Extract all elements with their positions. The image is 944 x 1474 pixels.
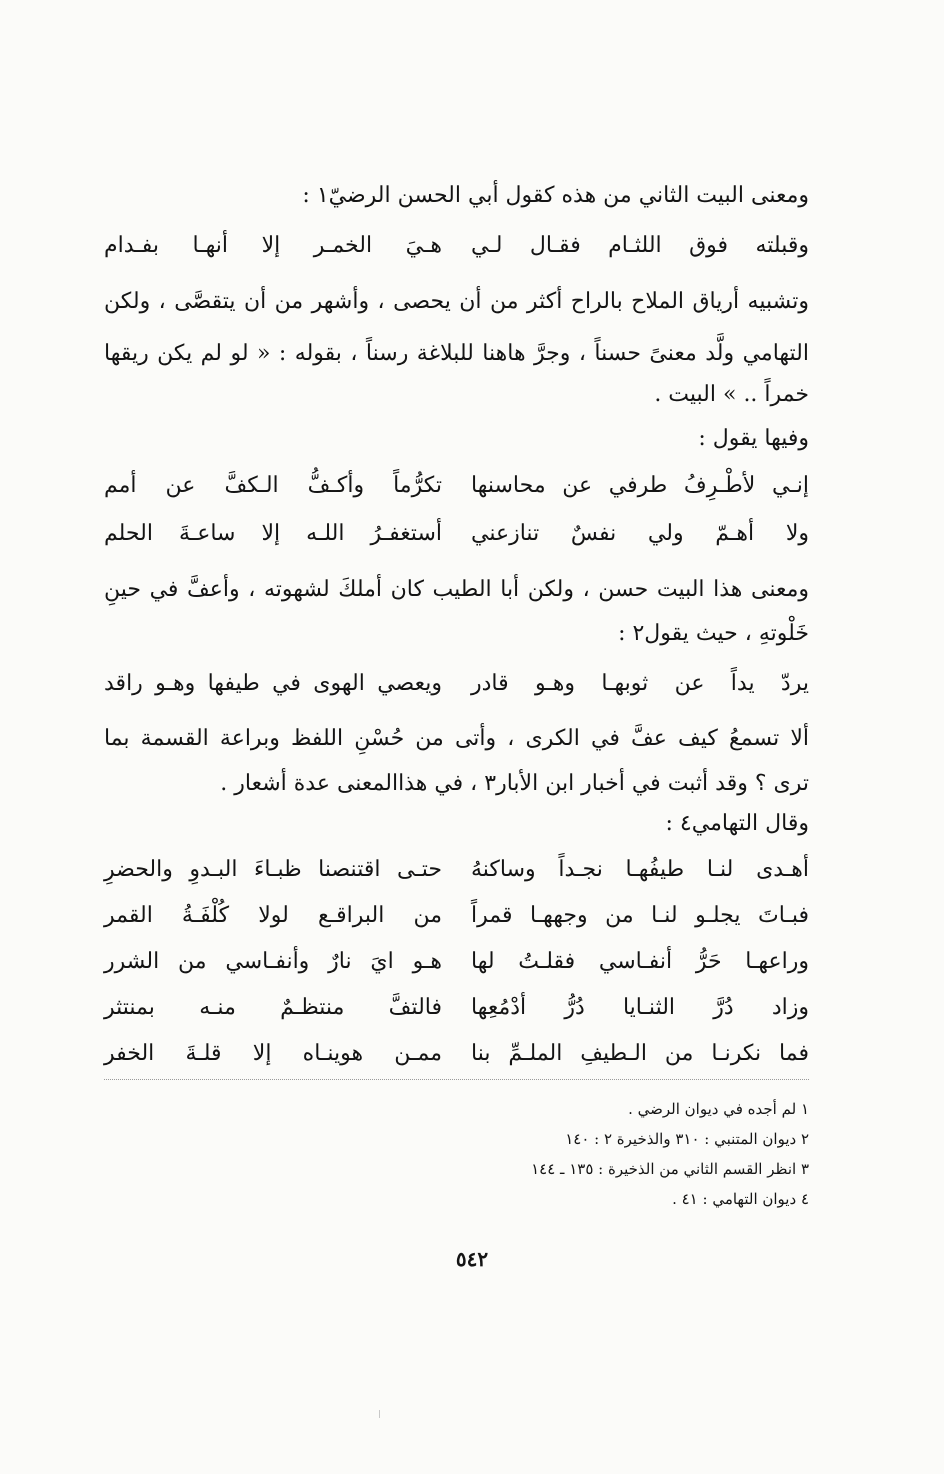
paragraph-line: ترى ؟ وقد أثبت في أخبار ابن الأبار٣ ، في هذاالمعنى عدة أشعار . [220,771,809,796]
page-number: ٥٤٢ [455,1247,489,1271]
paragraph-line: خَلْوتهِ ، حيث يقول٢ : [618,621,809,646]
verse-line [104,854,809,886]
scan-mark [379,1410,380,1418]
paragraph-line: وفيها يقول : [698,426,809,451]
verse-line [104,1038,809,1070]
verse-first-hemistich: يردّ يداً عن ثوبهـا وهـو قادر [471,671,809,696]
paragraph-line: ألا تسمعُ كيف عفَّ في الكرى ، وأتى من حُسْنِ اللفظ وبراعة القسمة بما [104,726,809,751]
footnote: ٢ ديوان المتنبي : ٣١٠ والذخيرة ٢ : ١٤٠ [565,1130,809,1148]
footnote: ٣ انظر القسم الثاني من الذخيرة : ١٣٥ ـ ١٤٤ [531,1160,809,1178]
verse-first-hemistich: فما نكرنـا من الـطيفِ الملـمِّ بنا [471,1041,809,1066]
verse-second-hemistich: أستغفـرُ اللـه إلا ساعـةَ الحلم [104,521,442,546]
footnote: ١ لم أجده في ديوان الرضي . [628,1100,809,1118]
verse-second-hemistich: ممـن هوينـاه إلا قلـةَ الخفر [104,1041,442,1066]
verse-first-hemistich: إنـي لأطْـرِفُ طرفي عن محاسنها [471,473,809,498]
verse-line [104,470,809,502]
verse-line [104,518,809,550]
verse-line [104,668,809,700]
verse-first-hemistich: وراعهـا حَرُّ أنفـاسي فقلـتُ لها [471,949,809,974]
verse-first-hemistich: ولا أهـمّ ولي نفسٌ تنازعني [471,521,809,546]
verse-second-hemistich: حتـى اقتنصنا ظبـاءَ البـدوِ والحضرِ [104,857,442,882]
verse-second-hemistich: هـو ايَ نارٌ وأنفـاسي من الشرر [104,949,442,974]
paragraph-line: ومعنى البيت الثاني من هذه كقول أبي الحسن الرضيّ١ : [302,183,809,208]
verse-line [104,946,809,978]
paragraph-line: وتشبيه أرياق الملاح بالراح أكثر من أن يحصى ، وأشهر من أن يتقصَّى ، ولكن [104,289,809,314]
verse-line [104,230,809,262]
paragraph-line: التهامي ولَّد معنىً حسناً ، وجرَّ هاهنا للبلاغة رسناً ، بقوله : « لو لم يكن ريقها [104,341,809,366]
verse-second-hemistich: تكرُّماً وأكـفُّ الـكفَّ عن أمم [104,473,442,498]
paragraph-line: خمراً .. » البيت . [654,382,809,407]
verse-second-hemistich: فالتفَّ منتظـمٌ منـه بمنتثر [104,995,442,1020]
footnote: ٤ ديوان التهامي : ٤١ . [672,1190,809,1208]
verse-second-hemistich: ويعصي الهوى في طيفها وهـو راقد [104,671,442,696]
verse-first-hemistich: وزاد دُرَّ الثنـايا دُرُّ أدْمُعِها [471,995,809,1020]
verse-first-hemistich: أهـدى لنـا طيفُهـا نجـداً وساكنهُ [471,857,809,882]
verse-second-hemistich: من البراقـع لولا كُلْفَـةُ القمر [104,903,442,928]
verse-second-hemistich: هـيَ الخمـر إلا أنهـا بفـدام [104,233,442,258]
footnote-separator [104,1079,809,1080]
verse-first-hemistich: وقبلته فوق اللثـام فقـال لـي [471,233,809,258]
paragraph-line: ومعنى هذا البيت حسن ، ولكن أبا الطيب كان أملكَ لشهوته ، وأعفَّ في حينِ [104,577,809,602]
verse-line [104,900,809,932]
verse-line [104,992,809,1024]
paragraph-line: وقال التهامي٤ : [665,811,809,836]
verse-first-hemistich: فبـاتَ يجلـو لنـا من وجههـا قمراً [471,903,809,928]
